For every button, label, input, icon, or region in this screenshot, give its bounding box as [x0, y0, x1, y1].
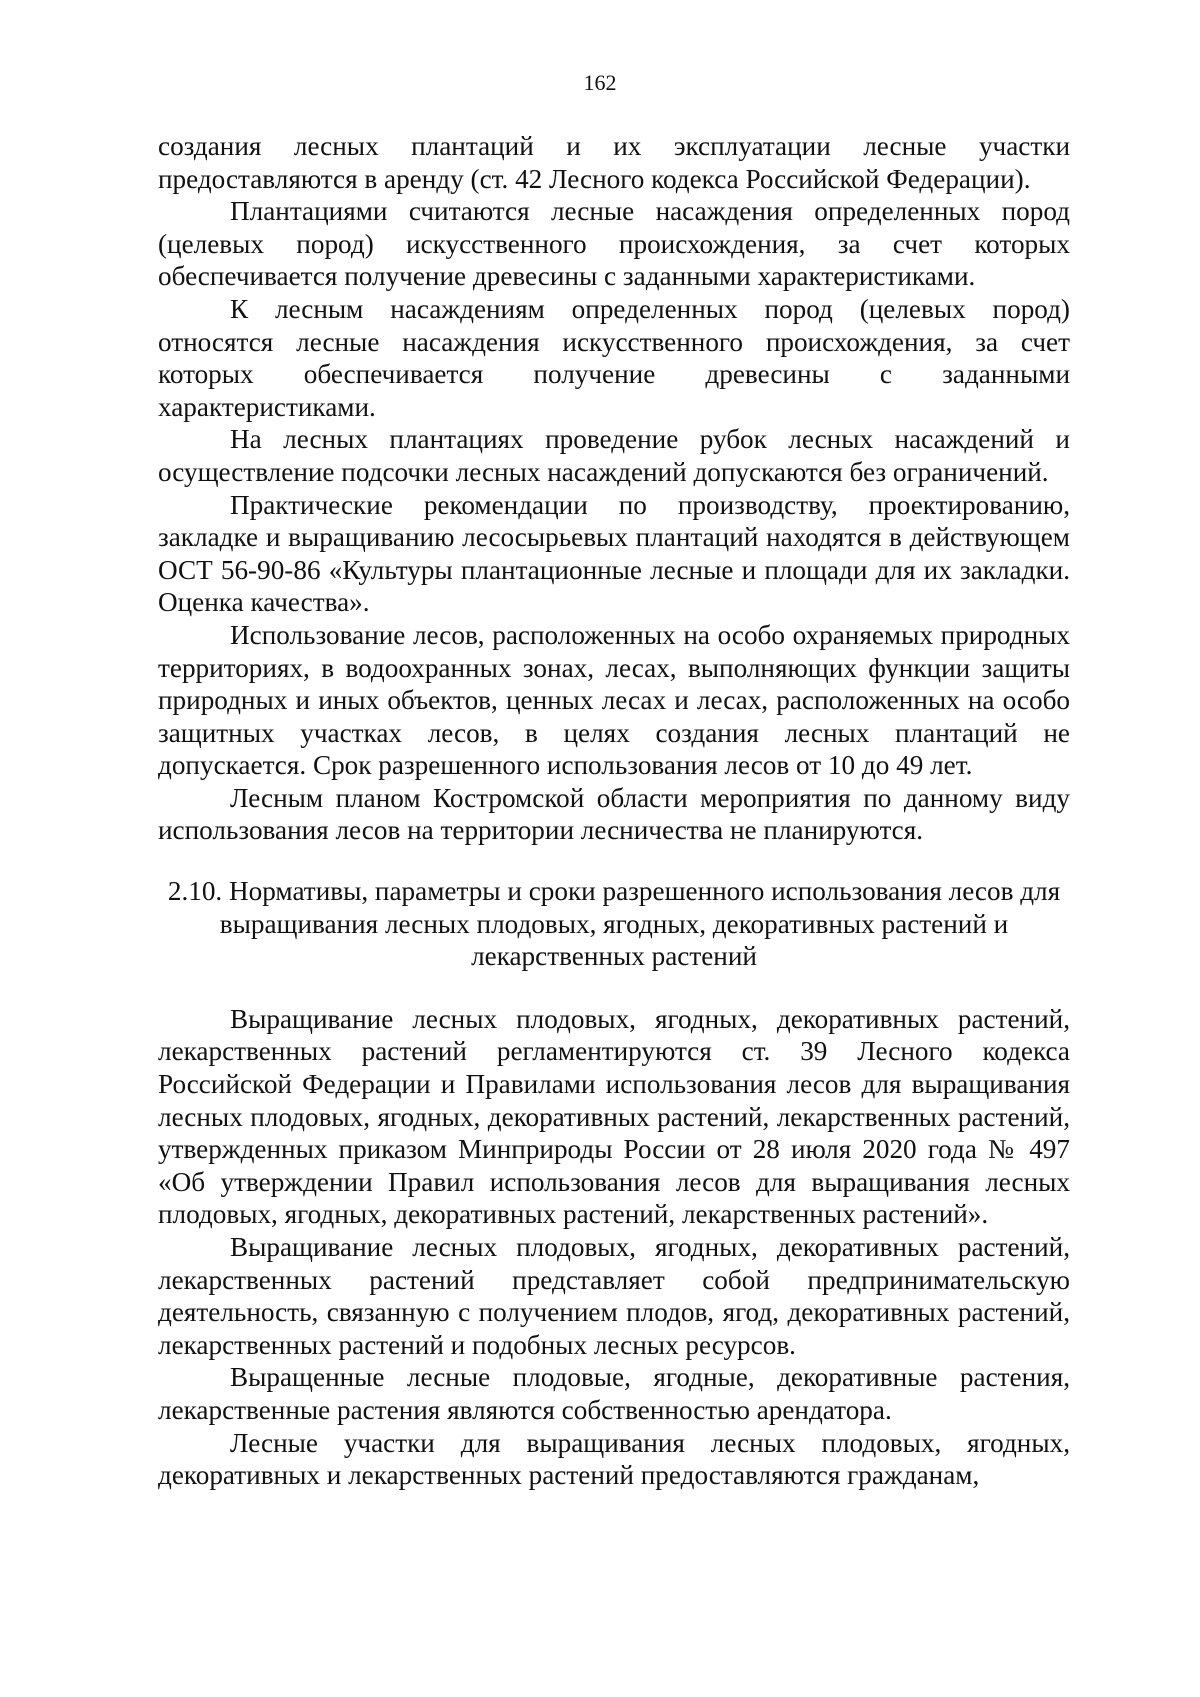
section-paragraph-land-plots: Лесные участки для выращивания лесных плодовых, ягодных, декоративных и лекарственных растений предоставляются гражданам, [158, 1427, 1070, 1491]
section-heading: 2.10. Нормативы, параметры и сроки разрешенного использования лесов для выращивания лесных плодовых, ягодных, декоративных растений и лекарственных растений [167, 876, 1061, 972]
paragraph-forest-plan: Лесным планом Костромской области мероприятия по данному виду использования лесов на территории лесничества не планируются. [158, 782, 1070, 846]
section-paragraph-business-activity: Выращивание лесных плодовых, ягодных, декоративных растений, лекарственных растений представляет собой предпринимательскую деятельность, связанную с получением плодов, ягод, декоративных растений, лекарственных растений и подобных лесных ресурсов. [158, 1232, 1070, 1360]
paragraph-continuation: создания лесных плантаций и их эксплуатации лесные участки предоставляются в аренду (ст. 42 Лесного кодекса Российской Федерации). [158, 131, 1070, 194]
paragraph-restrictions: Использование лесов, расположенных на особо охраняемых природных территориях, в водоохранных зонах, лесах, выполняющих функции защиты природных и иных объектов, ценных лесах и лесах, расположенных на особо защитных участках лесов, в целях создания лесных плантаций не допускается. Срок разрешенного использования лесов от 10 до 49 лет. [158, 619, 1070, 781]
paragraph-plantations-definition: Плантациями считаются лесные насаждения определенных пород (целевых пород) искусственного происхождения, за счет которых обеспечивается получение древесины с заданными характеристиками. [158, 196, 1070, 292]
page-number: 162 [583, 70, 617, 95]
section-paragraph-ownership: Выращенные лесные плодовые, ягодные, декоративные растения, лекарственные растения являются собственностью арендатора. [158, 1362, 1070, 1425]
paragraph-felling-tapping: На лесных плантациях проведение рубок лесных насаждений и осуществление подсочки лесных насаждений допускаются без ограничений. [158, 424, 1070, 487]
paragraph-target-species: К лесным насаждениям определенных пород (целевых пород) относятся лесные насаждения искусственного происхождения, за счет которых обеспечивается получение древесины с заданными характеристиками. [158, 293, 1070, 422]
paragraph-recommendations: Практические рекомендации по производству, проектированию, закладке и выращиванию лесосырьевых плантаций находятся в действующем ОСТ 56-90-86 «Культуры плантационные лесные и площади для их закладки. Оценка качества». [158, 489, 1070, 618]
document-body [158, 130, 1070, 1492]
section-paragraph-regulation: Выращивание лесных плодовых, ягодных, декоративных растений, лекарственных растений регламентируются ст. 39 Лесного кодекса Российской Федерации и Правилами использования лесов для выращивания лесных плодовых, ягодных, декоративных растений, лекарственных растений, утвержденных приказом Минприроды России от 28 июля 2020 года № 497 «Об утверждении Правил использования лесов для выращивания лесных плодовых, ягодных, декоративных растений, лекарственных растений». [158, 1003, 1070, 1230]
